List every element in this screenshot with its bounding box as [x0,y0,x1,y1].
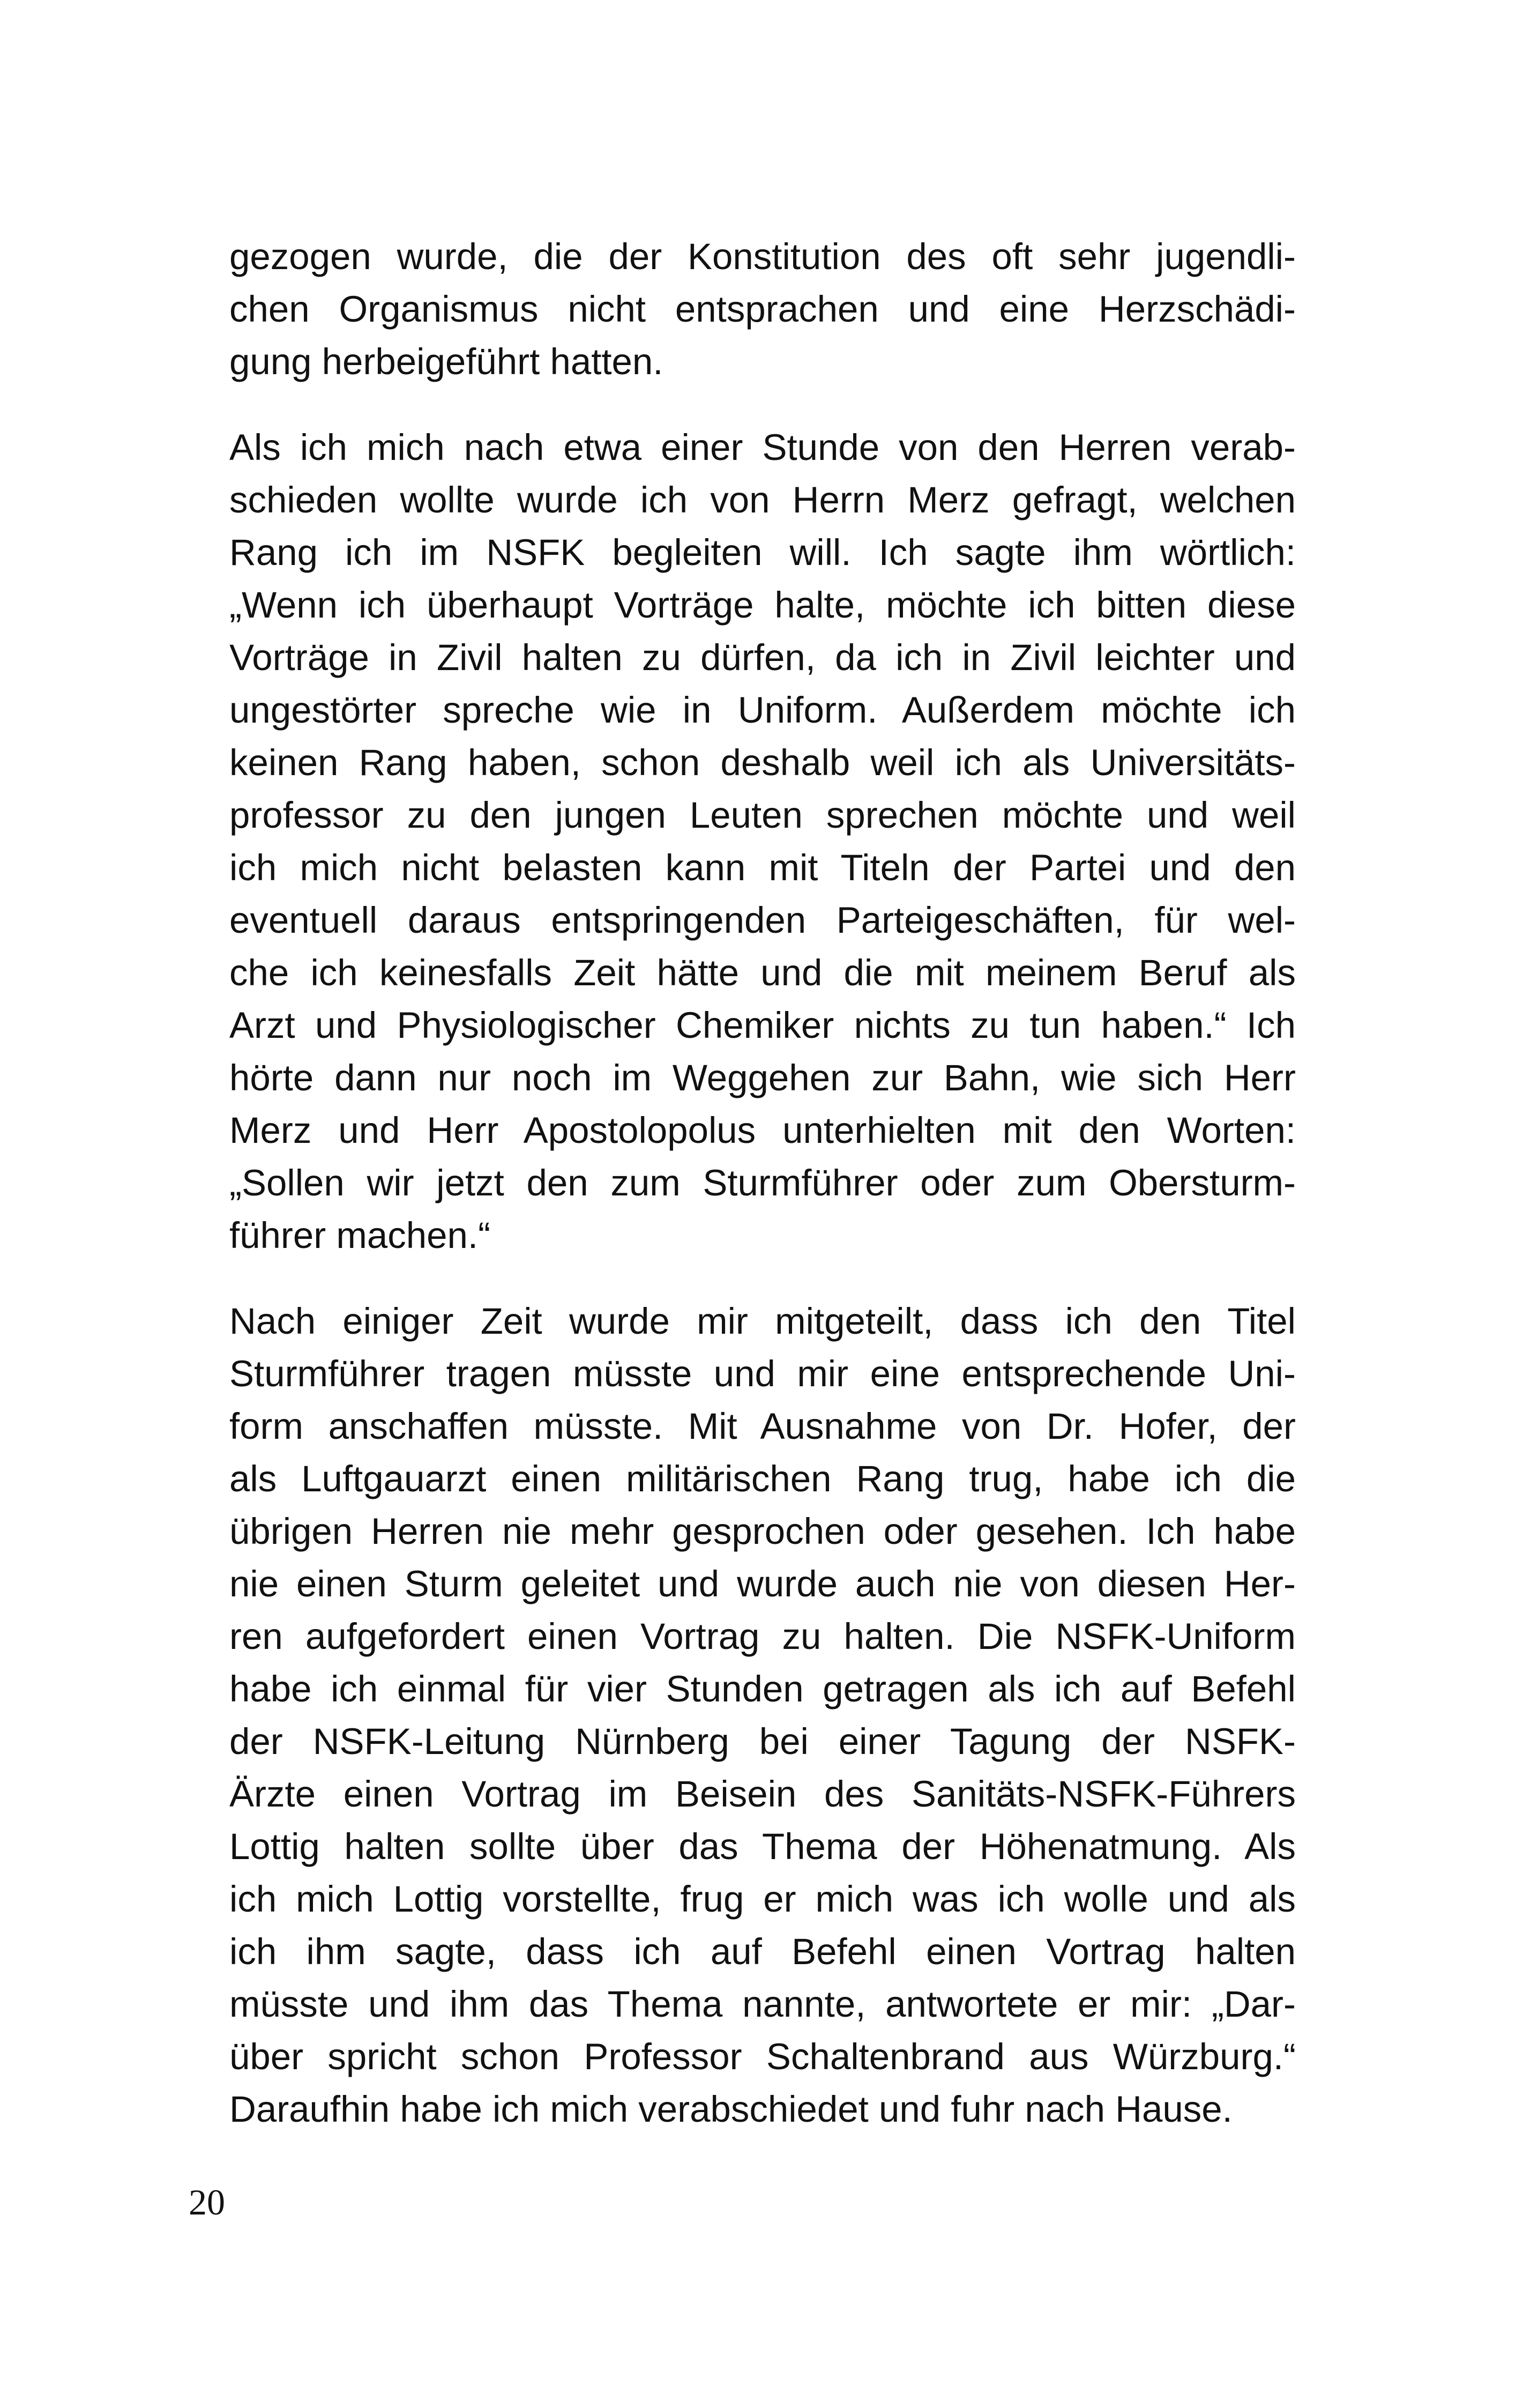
text-line: eventuell daraus entspringenden Parteigeschäften, für wel- [229,900,1296,941]
text-line: nie einen Sturm geleitet und wurde auch nie von diesen Her- [229,1563,1296,1604]
text-line: Als ich mich nach etwa einer Stunde von den Herren verab- [229,427,1296,468]
text-line: hörte dann nur noch im Weggehen zur Bahn, wie sich Herr [229,1057,1296,1098]
text-line: che ich keinesfalls Zeit hätte und die mit meinem Beruf als [229,952,1296,993]
text-line: über spricht schon Professor Schaltenbrand aus Würzburg.“ [229,2036,1296,2077]
text-line: Daraufhin habe ich mich verabschiedet und fuhr nach Hause. [229,2089,1233,2130]
text-line: ich mich Lottig vorstellte, frug er mich was ich wolle und als [229,1878,1296,1920]
text-line: ungestörter spreche wie in Uniform. Außerdem möchte ich [229,689,1296,731]
text-line: ich mich nicht belasten kann mit Titeln der Partei und den [229,847,1296,888]
text-line: habe ich einmal für vier Stunden getragen als ich auf Befehl [229,1668,1296,1710]
text-line: ich ihm sagte, dass ich auf Befehl einen Vortrag halten [229,1931,1296,1972]
text-line: müsste und ihm das Thema nannte, antwortete er mir: „Dar- [229,1983,1296,2025]
text-line: Lottig halten sollte über das Thema der Höhenatmung. Als [229,1826,1296,1867]
text-line: chen Organismus nicht entsprachen und eine Herzschädi- [229,288,1296,330]
text-line: Merz und Herr Apostolopolus unterhielten mit den Worten: [229,1110,1296,1151]
paragraph-gap [229,388,1296,421]
text-line: form anschaffen müsste. Mit Ausnahme von Dr. Hofer, der [229,1406,1296,1447]
text-line: übrigen Herren nie mehr gesprochen oder gesehen. Ich habe [229,1511,1296,1552]
text-line: Rang ich im NSFK begleiten will. Ich sagte ihm wörtlich: [229,532,1296,573]
text-line: professor zu den jungen Leuten sprechen möchte und weil [229,794,1296,836]
text-line: Ärzte einen Vortrag im Beisein des Sanitäts-NSFK-Führers [229,1773,1296,1815]
text-line: Vorträge in Zivil halten zu dürfen, da ich in Zivil leichter und [229,637,1296,678]
paragraph-3 [229,1295,1296,2136]
text-line: der NSFK-Leitung Nürnberg bei einer Tagung der NSFK- [229,1721,1296,1762]
text-line: schieden wollte wurde ich von Herrn Merz gefragt, welchen [229,479,1296,521]
paragraph-gap [229,1262,1296,1295]
text-line: führer machen.“ [229,1215,491,1256]
text-line: gung herbeigeführt hatten. [229,341,663,382]
text-line: als Luftgauarzt einen militärischen Rang trug, habe ich die [229,1458,1296,1499]
text-line: „Sollen wir jetzt den zum Sturmführer oder zum Obersturm- [229,1162,1296,1203]
text-line: „Wenn ich überhaupt Vorträge halte, möchte ich bitten diese [229,584,1296,626]
page-number: 20 [189,2182,225,2223]
text-line: Sturmführer tragen müsste und mir eine entsprechende Uni- [229,1353,1296,1394]
text-line: Nach einiger Zeit wurde mir mitgeteilt, dass ich den Titel [229,1300,1296,1342]
text-line: Arzt und Physiologischer Chemiker nichts zu tun haben.“ Ich [229,1005,1296,1046]
text-line: keinen Rang haben, schon deshalb weil ich als Universitäts- [229,742,1296,783]
body-text [229,231,1296,2136]
paragraph-2 [229,421,1296,1262]
text-line: ren aufgefordert einen Vortrag zu halten. Die NSFK-Uniform [229,1616,1296,1657]
text-line: gezogen wurde, die der Konstitution des oft sehr jugendli- [229,236,1296,277]
paragraph-1 [229,231,1296,388]
